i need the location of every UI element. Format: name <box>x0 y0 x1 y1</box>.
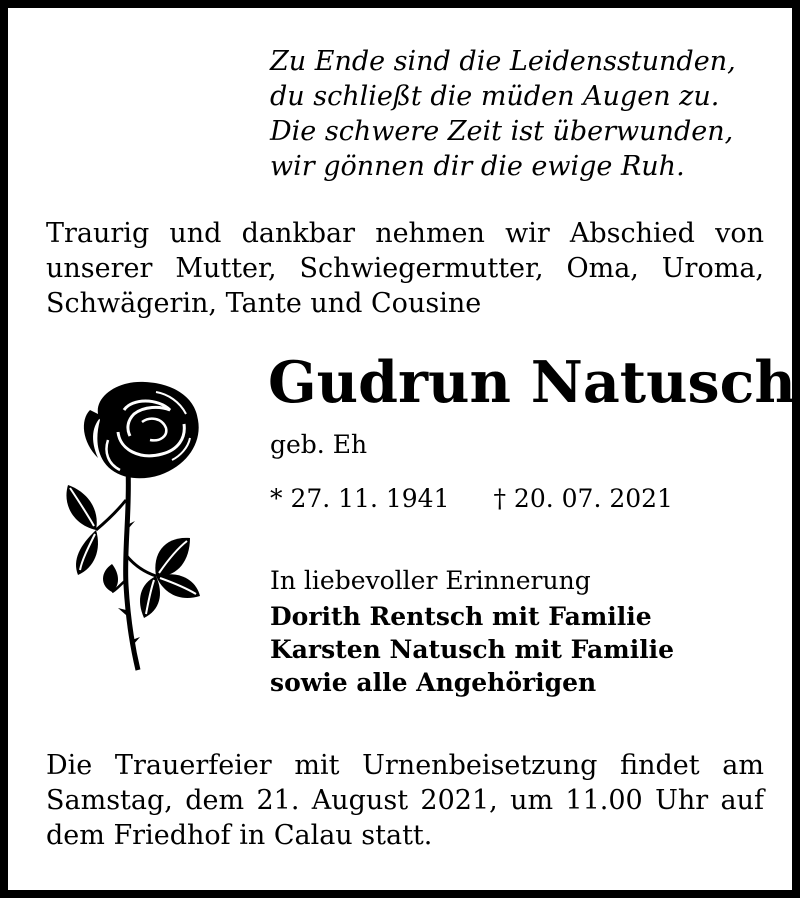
mourners-list <box>270 600 674 699</box>
mourner-entry: Karsten Natusch mit Familie <box>270 635 675 664</box>
funeral-line: Die Trauerfeier mit Urnenbeisetzung findet am <box>46 750 764 781</box>
mourner-entry: Dorith Rentsch mit Familie <box>270 602 652 631</box>
deceased-name: Gudrun Natusch <box>268 349 796 416</box>
intro-line: Schwägerin, Tante und Cousine <box>46 288 482 319</box>
funeral-line: dem Friedhof in Calau statt. <box>46 820 433 851</box>
birth-date: * 27. 11. 1941 <box>270 484 450 513</box>
funeral-details <box>46 748 764 853</box>
birth-name: geb. Eh <box>270 430 368 459</box>
life-dates <box>270 482 673 516</box>
death-date: † 20. 07. 2021 <box>493 484 673 513</box>
poem-line: Die schwere Zeit ist überwunden, <box>270 116 734 147</box>
intro-line: unserer Mutter, Schwiegermutter, Oma, Uroma, <box>46 253 764 284</box>
memory-line: In liebevoller Erinnerung <box>270 566 591 595</box>
farewell-intro <box>46 216 764 321</box>
poem <box>270 44 736 184</box>
poem-line: wir gönnen dir die ewige Ruh. <box>270 151 685 182</box>
mourner-entry: sowie alle Angehörigen <box>270 668 597 697</box>
rose-icon <box>60 380 210 675</box>
intro-line: Traurig und dankbar nehmen wir Abschied von <box>46 218 764 249</box>
poem-line: Zu Ende sind die Leidensstunden, <box>270 46 736 77</box>
poem-line: du schließt die müden Augen zu. <box>270 81 720 112</box>
funeral-line: Samstag, dem 21. August 2021, um 11.00 Uhr auf <box>46 785 764 816</box>
